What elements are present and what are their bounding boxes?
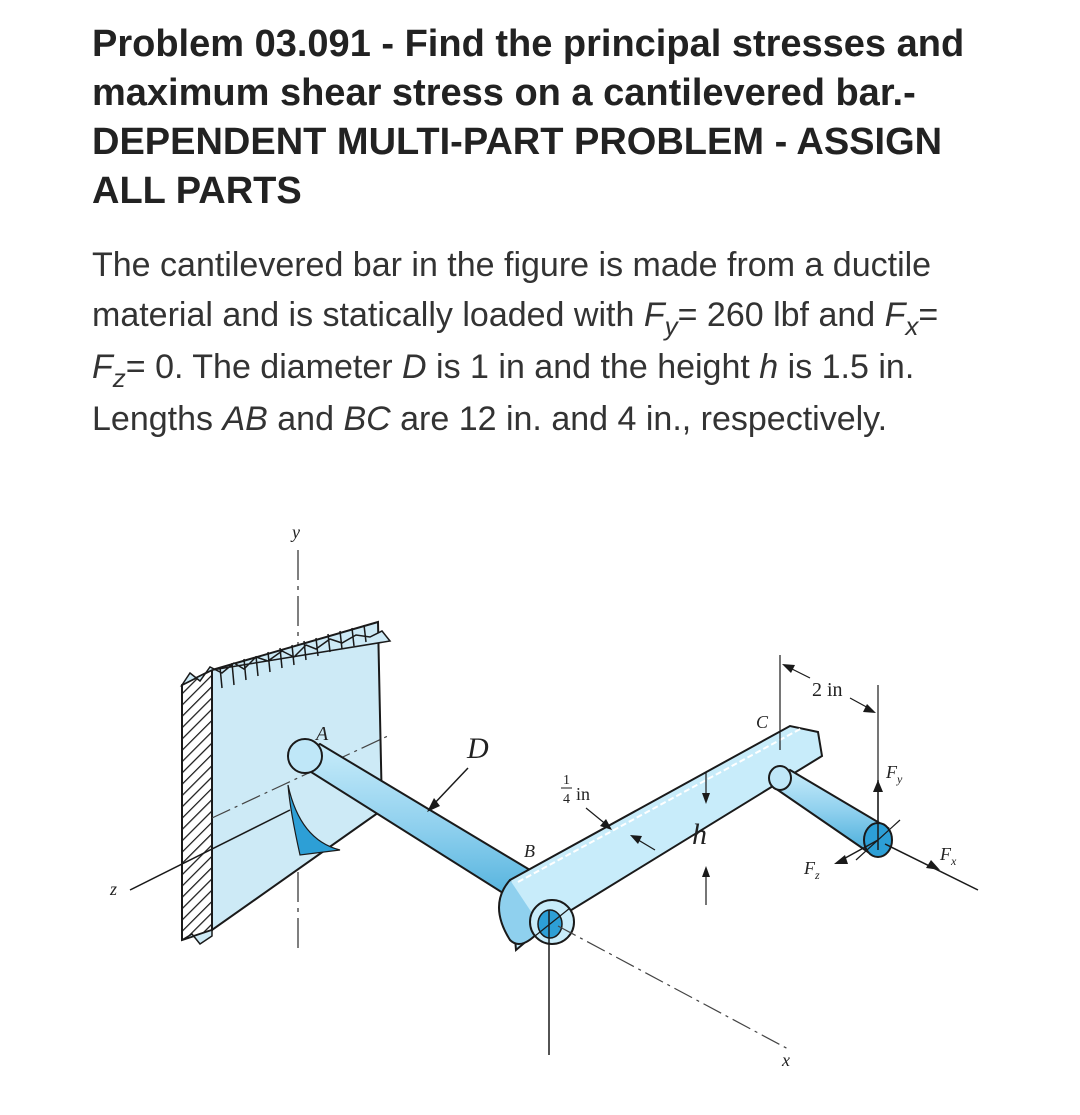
plate-bc — [499, 726, 822, 950]
problem-title: Problem 03.091 - Find the principal stresses and maximum shear stress on a cantilevered bar.- DEPENDENT MULTI-PART PROBLEM - ASSIGN ALL PARTS — [92, 23, 965, 212]
point-c-label: C — [756, 712, 769, 732]
force-x-label: $F_x$ — [940, 844, 957, 868]
fy-arrowhead — [873, 780, 883, 792]
var-d: D — [402, 348, 427, 386]
point-a-label: A — [316, 723, 329, 745]
height-arrowhead-bottom — [702, 866, 710, 877]
statement-text-8: are 12 in. and 4 in., respectively. — [390, 400, 888, 438]
offset-arrowhead-1 — [782, 664, 795, 673]
statement-text-2: = 260 lbf and — [677, 296, 885, 334]
statement-text-6: is 1.5 in. Lengths — [92, 348, 915, 438]
statement-text-3: = — [918, 296, 939, 334]
force-z-label: $F_z$ — [804, 858, 820, 882]
z-axis-label: z — [110, 879, 118, 899]
y-axis-label: y — [292, 522, 300, 542]
force-y-label: $F_y$ — [886, 762, 903, 786]
x-axis-label: x — [782, 1050, 790, 1070]
diameter-label: D — [467, 732, 489, 765]
var-ab: AB — [222, 400, 268, 438]
thickness-den: 4 — [563, 792, 570, 807]
var-h: h — [759, 348, 779, 386]
problem-statement — [92, 240, 972, 444]
thickness-label — [561, 773, 590, 807]
height-label: h — [692, 818, 707, 851]
cantilever-figure — [110, 510, 1000, 1095]
diameter-leader — [432, 768, 468, 806]
offset-arrowhead-2 — [863, 704, 876, 713]
statement-text-5: is 1 in and the height — [426, 348, 760, 386]
var-fy: $F_y$ — [643, 296, 678, 341]
statement-text-1: The cantilevered bar in the figure is made from a ductile material and is statically loaded with — [92, 246, 932, 334]
statement-text-7: and — [267, 400, 344, 438]
offset-label: 2 in — [812, 679, 843, 701]
var-bc: BC — [343, 400, 391, 438]
thickness-unit: in — [576, 784, 591, 804]
statement-text-4: = 0. The diameter — [125, 348, 403, 386]
thickness-num: 1 — [563, 773, 570, 788]
cantilever-diagram — [110, 510, 1000, 1095]
fz-arrowhead — [834, 855, 848, 864]
fx-arrowhead — [926, 860, 940, 870]
point-b-label: B — [524, 841, 535, 861]
var-fz: $F_z$ — [92, 348, 126, 393]
x-axis-line — [558, 926, 790, 1050]
var-fx: $F_x$ — [884, 296, 919, 341]
